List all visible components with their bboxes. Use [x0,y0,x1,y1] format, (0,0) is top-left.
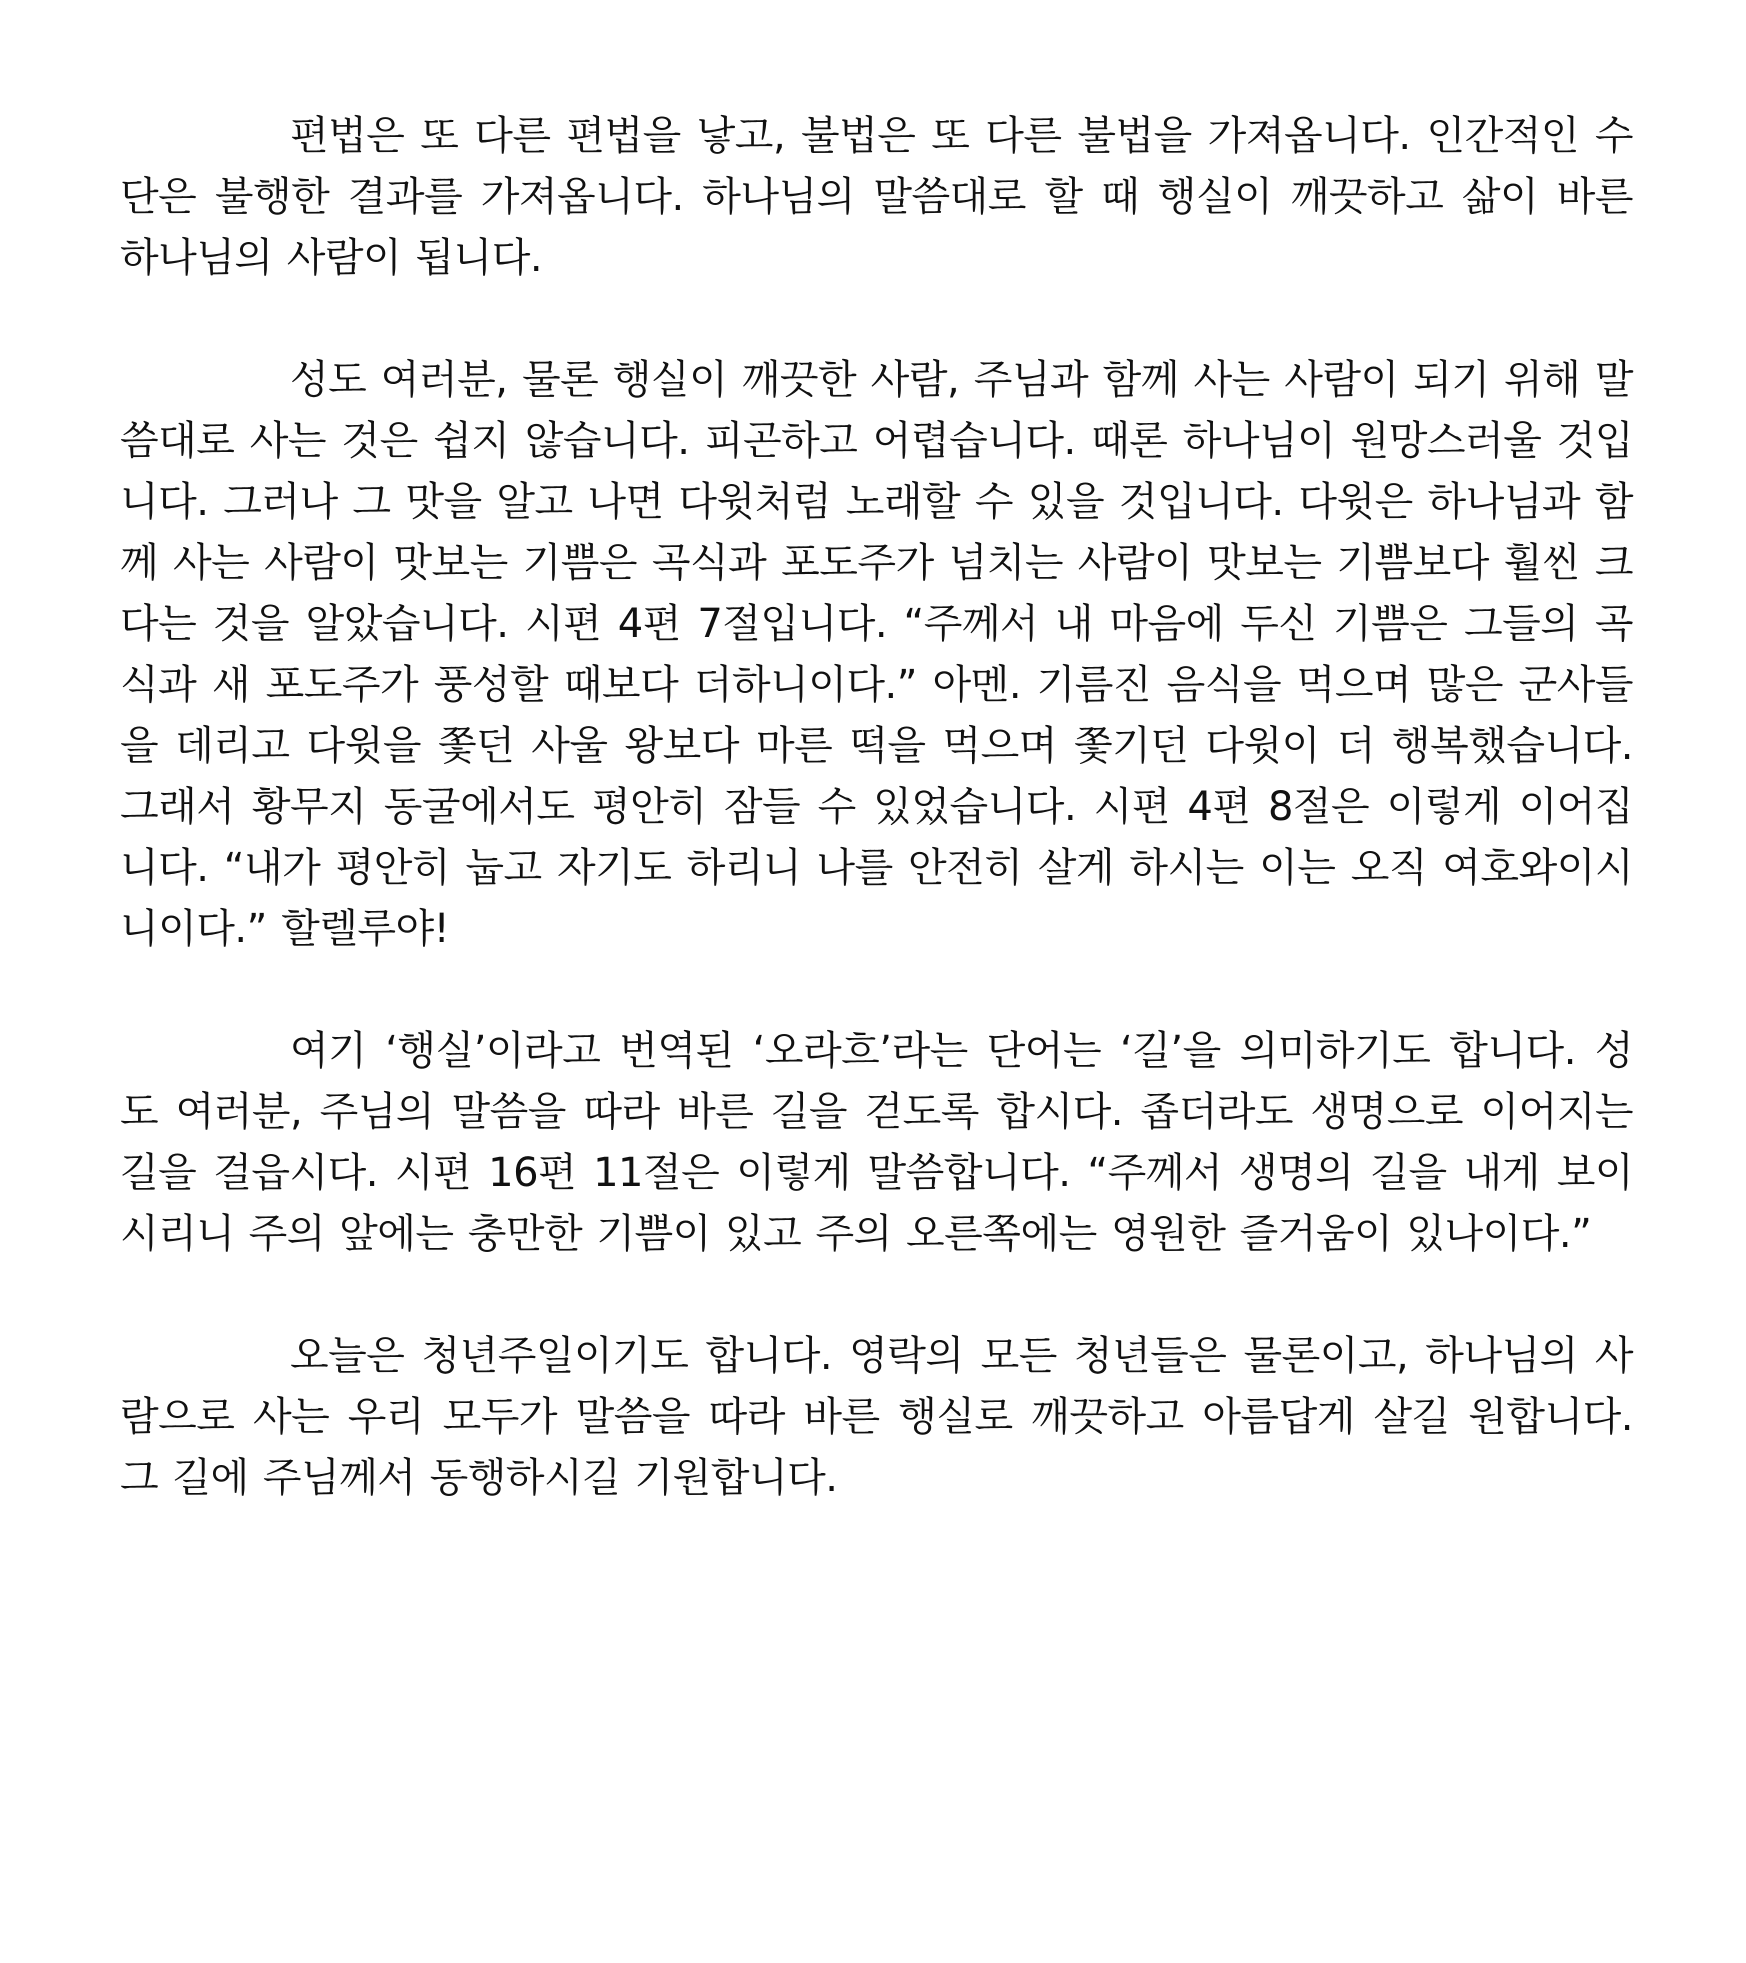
paragraph-4: 오늘은 청년주일이기도 합니다. 영락의 모든 청년들은 물론이고, 하나님의 사람으로 사는 우리 모두가 말씀을 따라 바른 행실로 깨끗하고 아름답게 살길 원합니다. 그 길에 주님께서 동행하시길 기원합니다. [120,1333,1633,1501]
document-body [120,106,1633,1509]
paragraph-3: 여기 ‘행실’이라고 번역된 ‘오라흐’라는 단어는 ‘길’을 의미하기도 합니다. 성도 여러분, 주님의 말씀을 따라 바른 길을 걷도록 합시다. 좁더라도 생명으로 이어지는 길을 걸읍시다. 시편 16편 11절은 이렇게 말씀합니다. “주께서 생명의 길을 내게 보이시리니 주의 앞에는 충만한 기쁨이 있고 주의 오른쪽에는 영원한 즐거움이 있나이다.” [120,1028,1633,1257]
paragraph-2: 성도 여러분, 물론 행실이 깨끗한 사람, 주님과 함께 사는 사람이 되기 위해 말씀대로 사는 것은 쉽지 않습니다. 피곤하고 어렵습니다. 때론 하나님이 원망스러울 것입니다. 그러나 그 맛을 알고 나면 다윗처럼 노래할 수 있을 것입니다. 다윗은 하나님과 함께 사는 사람이 맛보는 기쁨은 곡식과 포도주가 넘치는 사람이 맛보는 기쁨보다 훨씬 크다는 것을 알았습니다. 시편 4편 7절입니다. “주께서 내 마음에 두신 기쁨은 그들의 곡식과 새 포도주가 풍성할 때보다 더하니이다.” 아멘. 기름진 음식을 먹으며 많은 군사들을 데리고 다윗을 쫓던 사울 왕보다 마른 떡을 먹으며 쫓기던 다윗이 더 행복했습니다. 그래서 황무지 동굴에서도 평안히 잠들 수 있었습니다. 시편 4편 8절은 이렇게 이어집니다. “내가 평안히 눕고 자기도 하리니 나를 안전히 살게 하시는 이는 오직 여호와이시니이다.” 할렐루야! [120,357,1633,952]
paragraph-1: 편법은 또 다른 편법을 낳고, 불법은 또 다른 불법을 가져옵니다. 인간적인 수단은 불행한 결과를 가져옵니다. 하나님의 말씀대로 할 때 행실이 깨끗하고 삶이 바른 하나님의 사람이 됩니다. [120,113,1633,281]
